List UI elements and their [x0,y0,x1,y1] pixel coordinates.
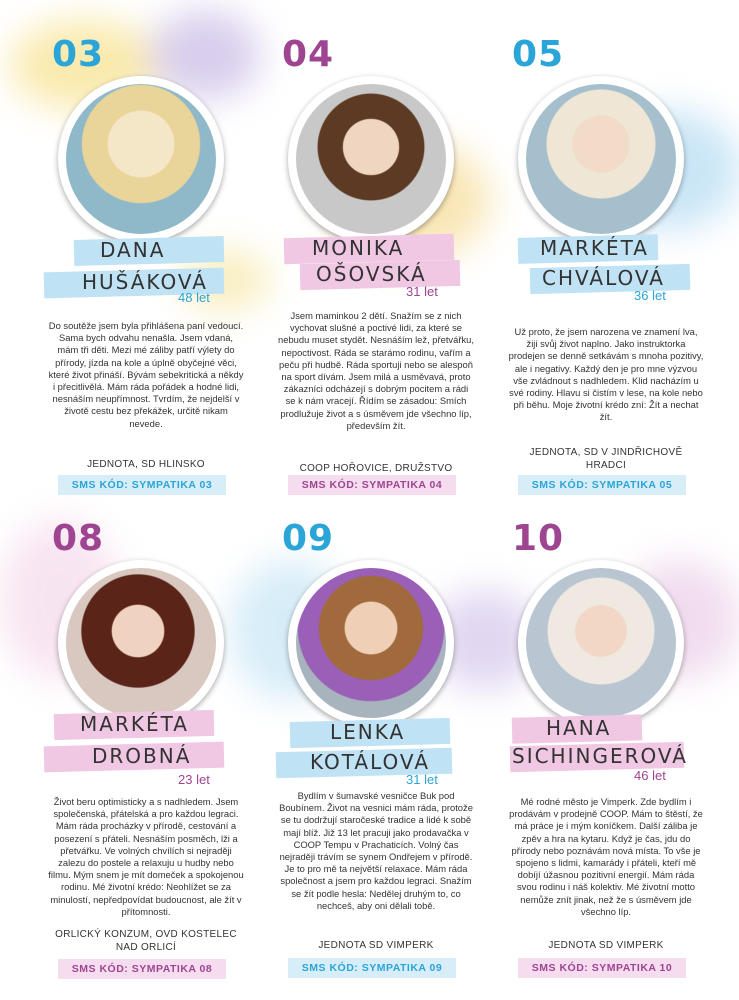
first-name: HANA [546,716,612,740]
portrait-photo [58,76,224,242]
portrait-image [526,568,676,718]
portrait-image [66,568,216,718]
portrait-image [296,568,446,718]
shop-name: JEDNOTA, SD V JINDŘICHOVĚ HRADCI [529,447,683,471]
portrait-image [296,84,446,234]
sms-code: SMS KÓD: SYMPATIKA 04 [288,475,456,495]
shop-name: JEDNOTA SD VIMPERK [318,940,434,951]
last-name: DROBNÁ [92,744,192,768]
bio-text: Mé rodné město je Vimperk. Zde bydlím i prodávám v prodejně COOP. Mám to štěstí, že má práce je i mým koníčkem. Další záliba je zpěv a hra na kytaru. Když je čas, jdu do přírody nebo poznávám nová místa. To vše je spojeno s lidmi, kamarády i přáteli, kteří mě dobíjí úžasnou pozitivní energií. Mám ráda svou rodinu i náš kolektiv. Mé životní motto nemůže znít jinak, než že s úsměvem jde všechno líp. [509,796,703,917]
sms-code: SMS KÓD: SYMPATIKA 10 [518,958,686,978]
sms-code: SMS KÓD: SYMPATIKA 09 [288,958,456,978]
age-label: 23 let [178,772,210,787]
contestant-number: 08 [52,518,105,559]
portrait-photo [288,76,454,242]
portrait-photo [518,560,684,726]
first-name: MARKÉTA [540,236,649,260]
portrait-image [66,84,216,234]
contestant-card [500,16,730,506]
age-label: 36 let [634,288,666,303]
bio-text: Bydlím v šumavské vesničce Buk pod Boubínem. Život na vesnici mám ráda, protože se tu dodržují staročeské tradice a lidé k sobě mají blíž. Již 13 let pracuji jako prodavačka v COOP Tempu v Prachaticích. Volný čas nejraději trávím se synem Ondřejem v přírodě. Je to pro mě ta největší relaxace. Mám ráda společnost a jsem pro každou legraci. Snažím se žít podle hesla: Nedělej druhým to, co nechceš, aby oni dělali tobě. [279,790,473,911]
sms-code: SMS KÓD: SYMPATIKA 08 [58,959,226,979]
contestant-number: 09 [282,518,335,559]
last-name: HUŠÁKOVÁ [82,270,208,294]
shop-name: ORLICKÝ KONZUM, OVD KOSTELEC NAD ORLICÍ [55,929,237,953]
contestant-card [270,500,500,990]
age-label: 46 let [634,768,666,783]
sms-code: SMS KÓD: SYMPATIKA 03 [58,475,226,495]
first-name: MONIKA [312,236,405,260]
portrait-photo [58,560,224,726]
age-label: 31 let [406,284,438,299]
sms-code: SMS KÓD: SYMPATIKA 05 [518,475,686,495]
first-name: DANA [100,238,166,262]
last-name: CHVÁLOVÁ [542,266,665,290]
last-name: KOTÁLOVÁ [310,750,431,774]
bio-text: Do soutěže jsem byla přihlášena paní vedoucí. Sama bych odvahu nenašla. Jsem vdaná, mám tři děti. Mezi mé záliby patří výlety do přírody, jízda na kole a úplně obyčejné věci, které život přináší. Bývám sebekritická a někdy i přecitlivělá. Mám ráda pořádek a hodné lidi, nesnáším neupřímnost. Tvrdím, že nejdelší v životě cestu bez překážek, určitě nikam nevede. [48,320,244,429]
portrait-image [526,84,676,234]
contestant-card [500,500,730,990]
shop-name: COOP HOŘOVICE, DRUŽSTVO [299,463,453,474]
contestant-number: 05 [512,34,565,75]
first-name: LENKA [330,720,406,744]
first-name: MARKÉTA [80,712,189,736]
contestant-card [270,16,500,506]
contestant-number: 04 [282,34,335,75]
shop-name: JEDNOTA SD VIMPERK [548,940,664,951]
shop-name: JEDNOTA, SD HLINSKO [87,459,205,470]
contestant-number: 03 [52,34,105,75]
bio-text: Už proto, že jsem narozena ve znamení lva, žiji svůj život naplno. Jako instruktorka prodejen se denně setkávám s mnoha pozitivy, ale i negativy. Každý den je pro mne výzvou vše zvládnout s nadhledem. Klid nacházím u své rodiny. Hlavu si čistím v lese, na kole nebo při běhu. Moje životní krédo zní: Žít a nechat žít. [508,326,704,423]
age-label: 31 let [406,772,438,787]
contestant-card [40,500,270,990]
age-label: 48 let [178,290,210,305]
portrait-photo [518,76,684,242]
bio-text: Jsem maminkou 2 dětí. Snažím se z nich vychovat slušné a poctivé lidi, za které se nebudu muset stydět. Nesnáším lež, přetvářku, nepoctivost. Ráda se starámo rodinu, vařím a peču při hudbě. Ráda sportuji nebo se alespoň na sport dívám. Jsem milá a usměvavá, proto zákazníci odcházejí s dobrým pocitem a rádi se k nám vracejí. Řídím se zásadou: Smích prodlužuje život a s úsměvem jde všechno líp, především žít. [278,310,474,431]
last-name: OŠOVSKÁ [316,262,427,286]
bio-text: Život beru optimisticky a s nadhledem. Jsem společenská, přátelská a pro každou legraci. Mám ráda procházky v přírodě, cestování a posezení s přáteli. Nesnáším posměch, lži a přetvářku. Ve volných chvílích si nejraději zalezu do postele a relaxuju u hudby nebo filmu. Mým snem je mít domeček a spokojenou rodinu. Mé životní krédo: Neohlížet se za minulostí, nepředpovídat budoucnost, ale žít v přítomnosti. [48,796,244,917]
contestant-card [40,16,270,506]
last-name: SICHINGEROVÁ [512,744,688,768]
portrait-photo [288,560,454,726]
contestant-number: 10 [512,518,565,559]
